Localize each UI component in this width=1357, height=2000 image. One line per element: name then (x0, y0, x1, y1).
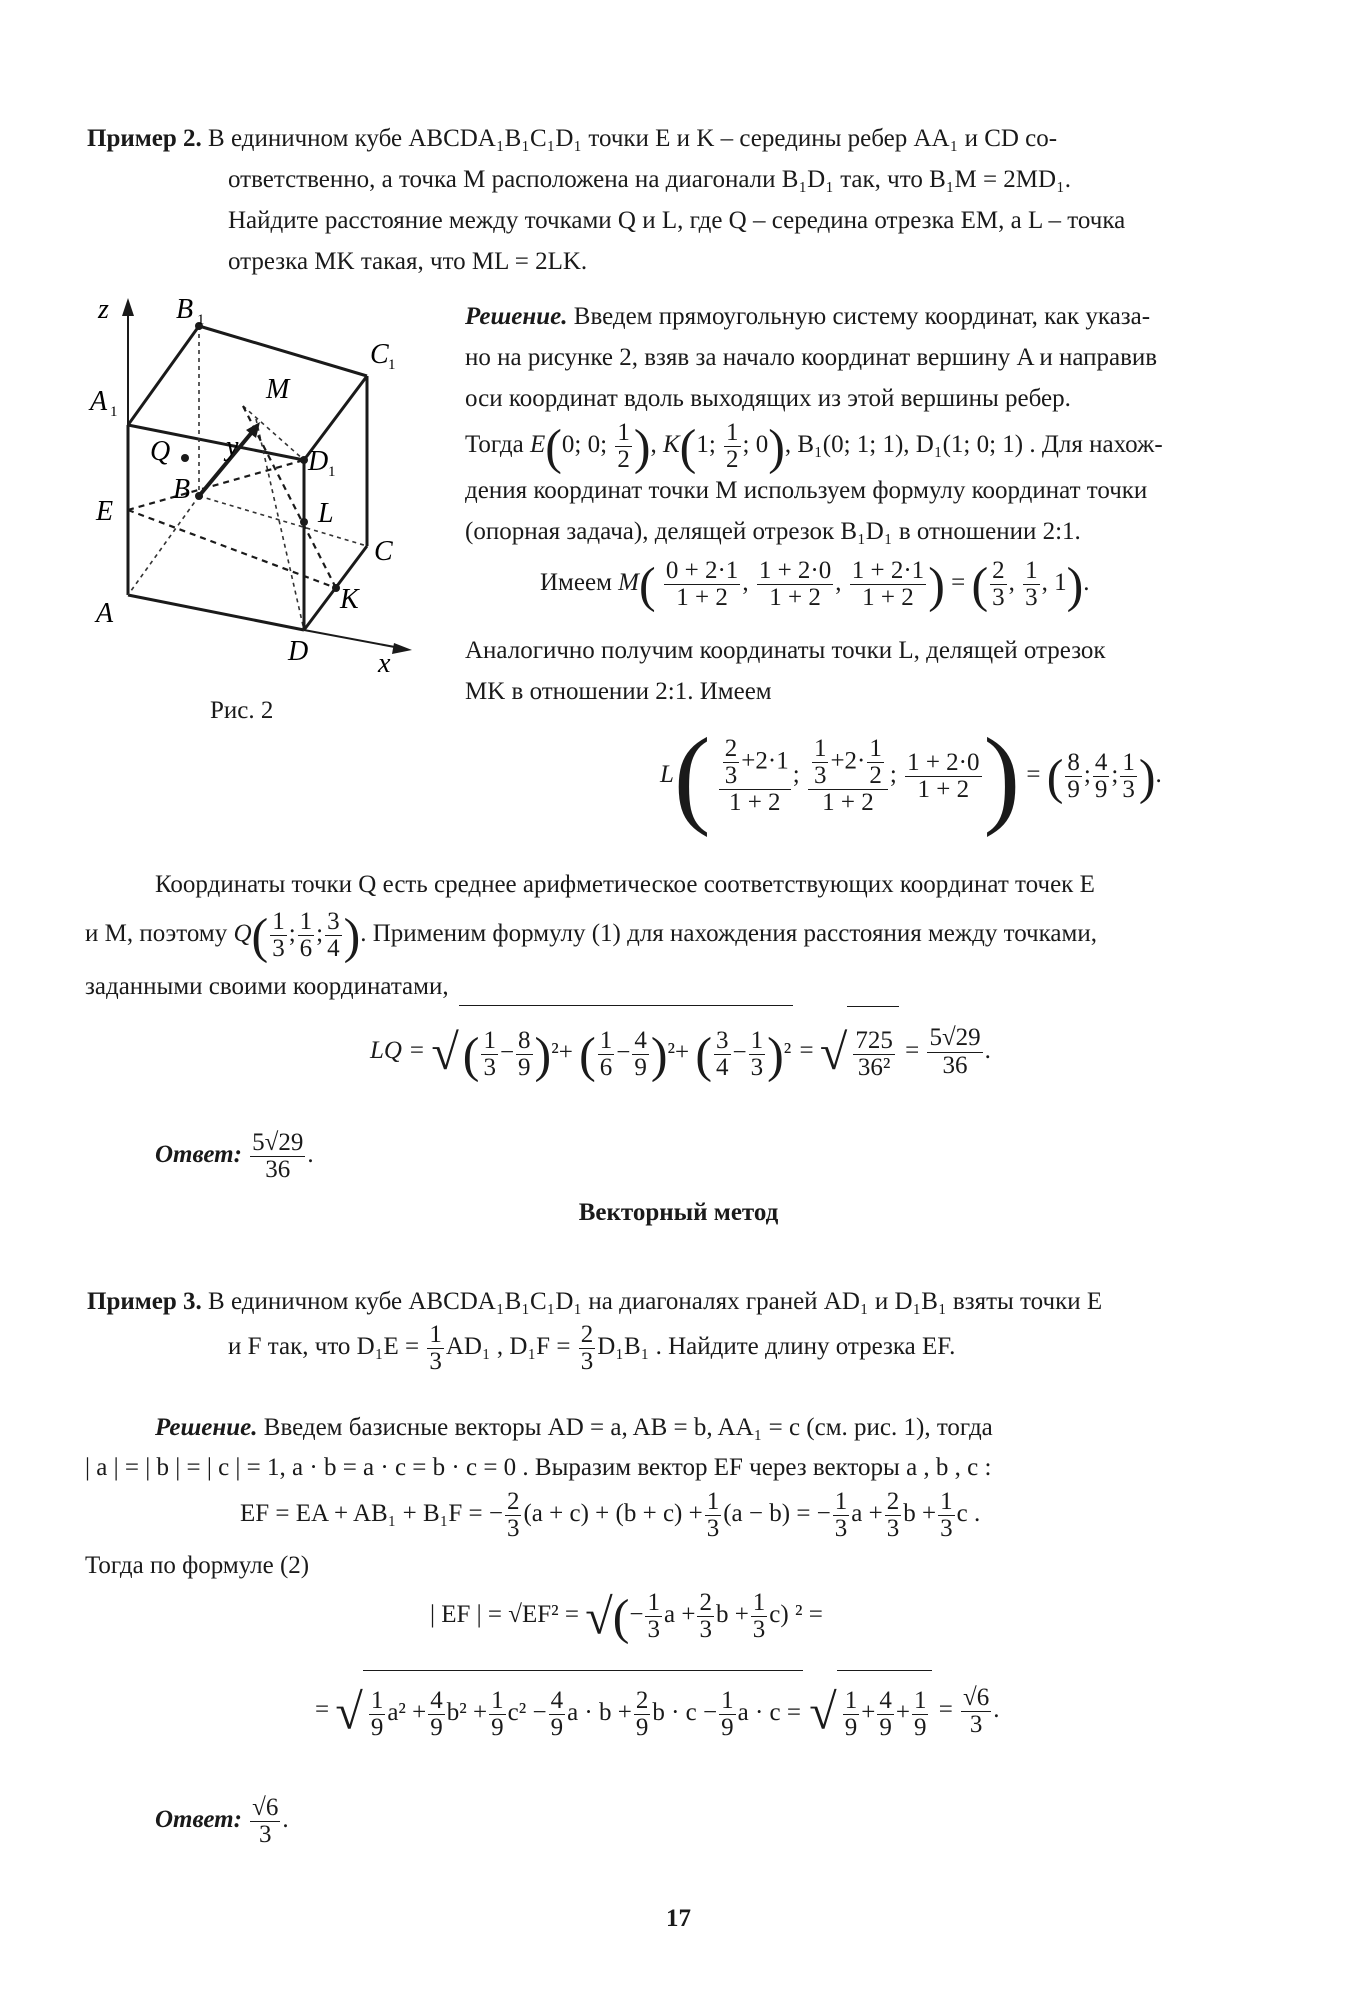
example-3-line-1: Пример 3. В единичном кубе ABCDA₁B₁C₁D₁ на диагоналях граней AD₁ и D₁B₁ взяты точки E (87, 1288, 1103, 1315)
mid-line-1: Координаты точки Q есть среднее арифметическое соответствующих координат точек E (155, 871, 1095, 898)
figure-cube (88, 290, 448, 730)
example-2-line-2: ответственно, а точка M расположена на диагонали B₁D₁ так, что B₁M = 2MD₁. (228, 166, 1072, 193)
solution-2-line-1: Решение. Введем прямоугольную систему координат, как указа- (465, 303, 1151, 330)
label-b1-sub: 1 (197, 312, 205, 328)
example-2-label: Пример 2. (87, 125, 202, 152)
label-a1: A (90, 386, 108, 417)
label-m: M (266, 374, 290, 405)
label-y: y (226, 431, 239, 462)
section-heading: Векторный метод (578, 1199, 779, 1226)
label-b1: B (176, 294, 194, 325)
solution-3-label: Решение. (155, 1414, 258, 1441)
m-coordinates-formula: Имеем M( $\frac{0 + 2\cdot 1}{1 + 2}$ , $\frac{1 + 2\cdot 0}{1 + 2}$ , $\frac{1 + 2\cdot 1}{1 + 2}$ ) = ( $\frac{2}{3}$ , $\frac{1}{3}$ , 1). (540, 556, 1090, 613)
mid-line-2: и M, поэтому Q( $\frac{1}{3}$ ; $\frac{1}{6}$ ; $\frac{3}{4}$ ). Применим формулу (1) для нахождения расстояния между точками, (85, 907, 1097, 964)
mid-line-3: заданными своими координатами, (85, 973, 449, 1000)
label-d: D (288, 636, 309, 667)
example-2-line-3: Найдите расстояние между точками Q и L, где Q – середина отрезка EM, а L – точка (228, 207, 1126, 234)
example-3-label: Пример 3. (87, 1288, 202, 1315)
solution-2-line-6: (опорная задача), делящей отрезок B₁D₁ в отношении 2:1. (465, 518, 1081, 545)
ef-vector-formula: EF = EA + AB₁ + B₁F = − $\frac{2}{3}$ (a + c) + (b + c) + $\frac{1}{3}$ (a − b) = − $\frac{1}{3}$ a + $\frac{2}{3}$ b + $\frac{1}{3}$ c . (240, 1487, 981, 1542)
label-e: E (96, 496, 114, 527)
solution-2-line-5: дения координат точки M используем формулу координат точки (465, 477, 1148, 504)
solution-2-label: Решение. (465, 303, 568, 330)
label-l: L (318, 498, 334, 529)
label-a: A (96, 598, 114, 629)
label-c1-sub: 1 (388, 357, 396, 373)
ef-expanded-formula: = √ $\frac{1}{9}$ a² + $\frac{4}{9}$ b² + $\frac{1}{9}$ c² − $\frac{4}{9}$ a · b + $\frac{2}{9}$ b · c − $\frac{1}{9}$ a · c = √ $\frac{1}{9}$ + $\frac{4}{9}$ + $\frac{1}{9}$ = $\frac{√6}{3}$ . (315, 1670, 1000, 1750)
example-2-line-1: Пример 2. В единичном кубе ABCDA₁B₁C₁D₁ точки E и K – середины ребер AA₁ и CD со- (87, 125, 1058, 152)
label-c1: C (370, 339, 389, 370)
solution-2-line-8: Аналогично получим координаты точки L, делящей отрезок (465, 637, 1106, 664)
answer-3: Ответ: $\frac{√6}{3}$ . (155, 1793, 289, 1848)
z-axis-arrow (122, 298, 134, 316)
label-x: x (378, 648, 391, 679)
label-a1-sub: 1 (110, 404, 118, 420)
answer-2: Ответ: $\frac{5√29}{36}$ . (155, 1128, 314, 1183)
ef-length-formula: | EF | = √EF² = √(− $\frac{1}{3}$ a + $\frac{2}{3}$ b + $\frac{1}{3}$ c) ² = (430, 1588, 823, 1645)
label-d1-sub: 1 (328, 464, 336, 480)
solution-2-line-3: оси координат вдоль выходящих из этой вершины ребер. (465, 385, 1071, 412)
solution-2-line-2: но на рисунке 2, взяв за начало координат вершину A и направив (465, 344, 1158, 371)
label-z: z (98, 294, 109, 325)
page-number: 17 (666, 1905, 691, 1932)
x-axis-arrow (392, 643, 412, 654)
then-by-formula: Тогда по формуле (2) (85, 1552, 310, 1579)
solution-3-line-2: | a | = | b | = | c | = 1, a · b = a · c = b · c = 0 . Выразим вектор EF через векторы a , b , c : (85, 1454, 992, 1481)
example-2-line-4: отрезка MK такая, что ML = 2LK. (228, 248, 588, 275)
figure-caption: Рис. 2 (210, 697, 274, 724)
label-d1: D (308, 446, 329, 477)
solution-2-points-line: Тогда E(0; 0; $\frac{1}{2}$ ), K(1; $\frac{1}{2}$ ; 0), B₁(0; 1; 1), D₁(1; 0; 1) . Для нахож- (465, 418, 1163, 475)
label-b: B (173, 474, 191, 505)
l-coordinates-formula: L( $\frac{2}{3}$ +2·1 1 + 2 ; $\frac{1}{3}$ +2· $\frac{1}{2}$ 1 + 2 ; $\frac{1 + 2\cdot 0}{1 + 2}$ ) = ( $\frac{8}{9}$ ; $\frac{4}{9}$ ; $\frac{1}{3}$ ). (660, 715, 1162, 838)
label-k: K (340, 584, 359, 615)
label-q: Q (150, 436, 171, 467)
solution-3-line-1: Решение. Введем базисные векторы AD = a, AB = b, AA₁ = c (см. рис. 1), тогда (155, 1414, 993, 1441)
label-c: C (374, 536, 393, 567)
solution-2-line-9: MK в отношении 2:1. Имеем (465, 678, 772, 705)
example-3-line-2: и F так, что D₁E = $\frac{1}{3}$ AD₁ , D₁F = $\frac{2}{3}$ D₁B₁ . Найдите длину отрезка EF. (228, 1320, 956, 1375)
lq-distance-formula: LQ = √( $\frac{1}{3}$ − $\frac{8}{9}$ )²+ ( $\frac{1}{6}$ − $\frac{4}{9}$ )²+ ( $\frac{3}{4}$ − $\frac{1}{3}$ )² = √ $\frac{725}{\text{36²}}$ = $\frac{5√29}{36}$ . (370, 1005, 991, 1095)
